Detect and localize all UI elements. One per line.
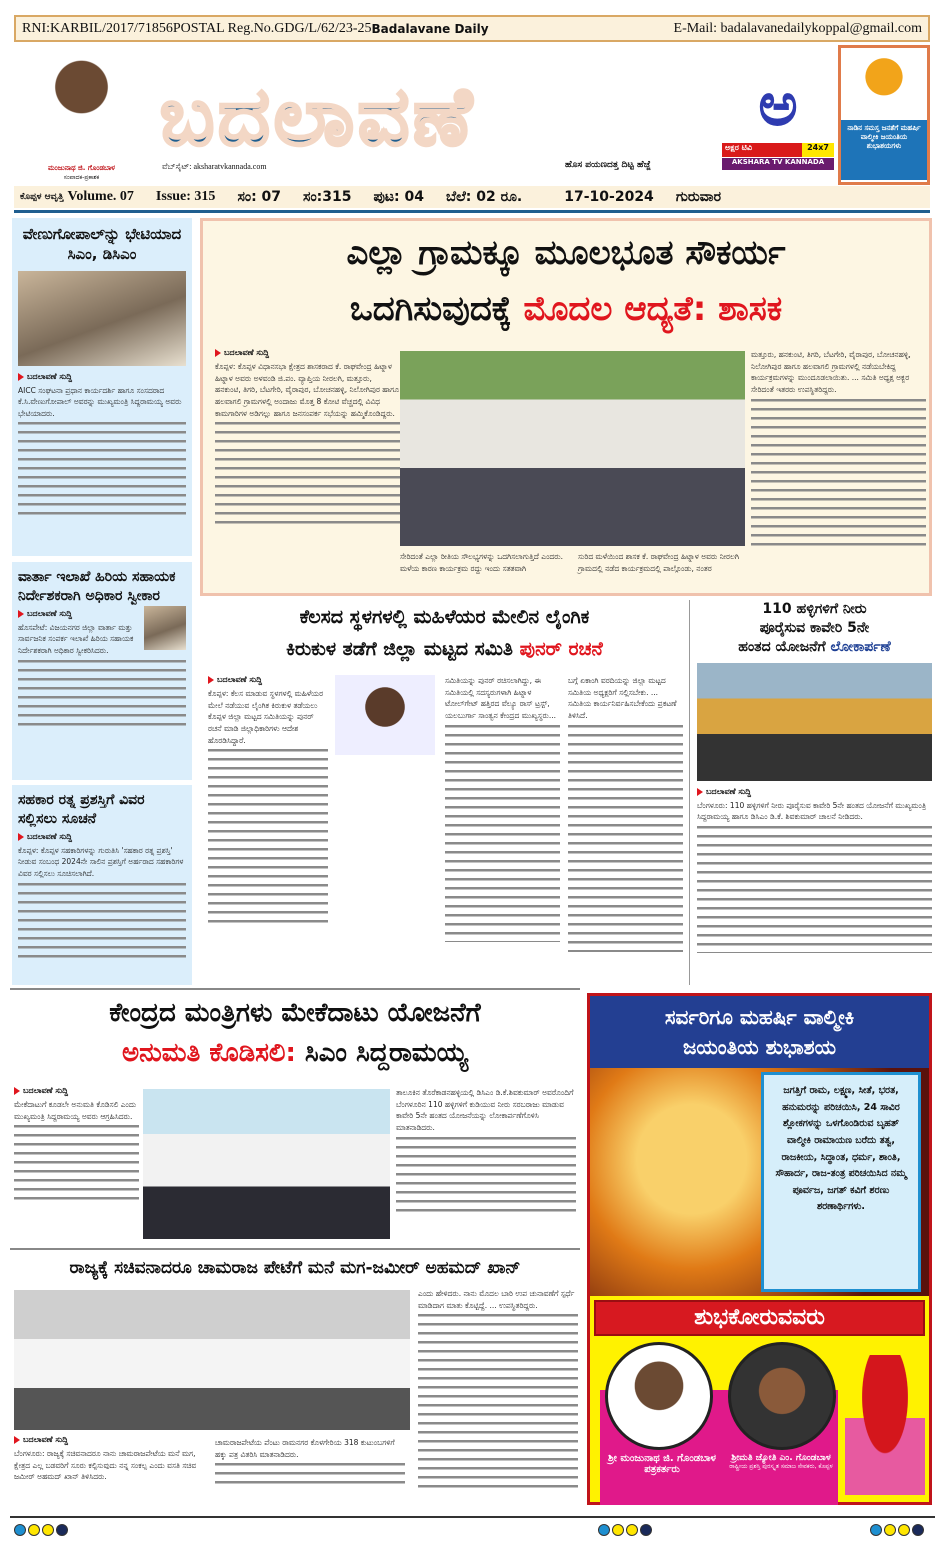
headline-part: ಕಿರುಕುಳ ತಡೆಗೆ ಜಿಲ್ಲಾ ಮಟ್ಟದ ಸಮಿತಿ [286, 638, 513, 660]
rose-bouquet-icon [845, 1355, 925, 1495]
body-text-lines [418, 1311, 578, 1491]
headline-highlight: ಪುನರ್ ರಚನೆ [519, 638, 603, 660]
body-text-lines [396, 1134, 576, 1214]
tv-name-kn: ಅಕ್ಷರ ಟಿವಿ [722, 143, 802, 157]
lead-headline-line2[interactable] [203, 281, 929, 337]
date: 17-10-2024 [564, 189, 654, 205]
body-text-lines [568, 722, 683, 952]
story-mekedatu [10, 993, 580, 1245]
lead-col1 [215, 345, 400, 529]
col2 [445, 675, 560, 942]
edition: ಕೊಪ್ಪಳ ಆವೃತ್ತಿ [20, 192, 64, 202]
official-photo [335, 675, 435, 755]
wisher2 [725, 1453, 837, 1471]
ad-wishers [590, 1340, 929, 1505]
ad-title [590, 996, 929, 1068]
kaveri-photo [697, 663, 932, 781]
headline-part: ಹಂತದ ಯೋಜನೆಗೆ [738, 638, 826, 655]
editor-photo [14, 45, 149, 165]
valmiki-jayanti-ad [587, 993, 932, 1505]
header-rule [14, 210, 930, 213]
story-varta [12, 562, 192, 780]
story-body: ಸಮಿತಿಯನ್ನು ಪುನರ್ ರಚಿಸಲಾಗಿದ್ದು, ಈ ಸಮಿತಿಯಲ್ಲಿ ಸದಸ್ಯರುಗಳಾಗಿ ಹಿಟ್ನಾಳ ಟೋಲ್‌ಗೇಟ್ ಹತ್ತಿರದ ವೆಲ್ಯೂ ರಾಸ್ ಟ್ರಸ್ಟ್, ಯಲಬುರ್ಗಾ ಸಾಂತ್ವನ ಕೇಂದ್ರದ ಮುಖ್ಯಸ್ಥರು... [445, 676, 556, 720]
story-body: ತಾಲೂಕಿನ ತೊರೆಕಾಡನಹಳ್ಳಿಯಲ್ಲಿ ಡಿಸಿಎಂ ಡಿ.ಕೆ.ಶಿವಕುಮಾರ್ ಅವರೊಂದಿಗೆ ಬೆಂಗಳೂರಿನ 110 ಹಳ್ಳಿಗಳಿಗೆ ಕುಡಿಯುವ ನೀರು ಸರಬರಾಜು ಮಾಡುವ ಕಾವೇರಿ 5ನೇ ಹಂತದ ಯೋಜನೆಯನ್ನು ಲೋಕಾರ್ಪಣೆಗೊಳಿಸಿ ಮಾತನಾಡಿದರು. [396, 1088, 574, 1132]
body-text-lines [208, 746, 328, 926]
col1 [208, 672, 328, 926]
ad-band [594, 1300, 925, 1336]
wisher2-role: ರಾಷ್ಟ್ರೀಯ ಪ್ರಶಸ್ತಿ ಪುರಸ್ಕೃತ ಸಮಾಜ ಸೇವಕರು, ಕೊಪ್ಪಳ [729, 1463, 833, 1470]
story-body: AICC ಸಂಘಟನಾ ಪ್ರಧಾನ ಕಾರ್ಯದರ್ಶಿ ಹಾಗೂ ಸಂಸದರಾದ ಕೆ.ಸಿ.ವೇಣುಗೋಪಾಲ್ ಅವರನ್ನು ಮುಖ್ಯಮಂತ್ರಿ ಸಿದ್ದರಾಮಯ್ಯ ಅವರು ಭೇಟಿಯಾದರು. [18, 385, 182, 418]
col2 [396, 1087, 576, 1214]
byline: ಬದಲಾವಣೆ ಸುದ್ದಿ [208, 675, 328, 685]
byline: ಬದಲಾವಣೆ ಸುದ್ದಿ [18, 609, 140, 619]
divider [10, 988, 580, 990]
wisher1-role: ಪತ್ರಕರ್ತರು [644, 1464, 680, 1475]
paper-name-en: Badalavane Daily [371, 21, 489, 36]
headline-highlight: ಲೋಕಾರ್ಪಣೆ [830, 638, 891, 655]
headline-line2[interactable] [10, 1033, 580, 1073]
ad-title-line2: ಜಯಂತಿಯ ಶುಭಾಶಯ [682, 1035, 837, 1059]
byline: ಬದಲಾವಣೆ ಸುದ್ದಿ [215, 348, 400, 358]
lead-headline-line1[interactable]: ಎಲ್ಲಾ ಗ್ರಾಮಕ್ಕೂ ಮೂಲಭೂತ ಸೌಕರ್ಯ [346, 233, 786, 273]
valmiki-image [590, 1068, 929, 1296]
story-sahakara [12, 785, 192, 985]
col1 [14, 1083, 139, 1202]
headline-line2[interactable] [200, 634, 689, 664]
headline-part: ಒದಗಿಸುವುದಕ್ಕೆ [349, 289, 512, 329]
body-text-lines [18, 880, 186, 960]
body-text-lines [18, 419, 186, 519]
mekedatu-photo [143, 1089, 390, 1239]
lead-photo [400, 351, 745, 546]
story-body: ಮೇಕೆದಾಟುಗೆ ಕೂಡಲೇ ಅನುಮತಿ ಕೊಡಿಸಲಿ ಎಂದು ಮುಖ್ಯಮಂತ್ರಿ ಸಿದ್ದರಾಮಯ್ಯ ಅವರು ಆಗ್ರಹಿಸಿದರು. [14, 1100, 137, 1121]
story-kaveri [697, 600, 932, 985]
samputa: ಸಂ: 07 [237, 189, 282, 205]
story-body: ಎಂದು ಹೇಳಿದರು. ನಾನು ಮೊದಲ ಬಾರಿ ಉಪ ಚುನಾವಣೆಗೆ ಸ್ಪರ್ಧೆ ಮಾಡಿದಾಗ ಮಾತು ಕೊಟ್ಟಿದ್ದೆ. ... ಉಪಸ್ಥಿತರಿದ್ದರು. [418, 1289, 575, 1310]
ad-band-text: ಶುಭಕೋರುವವರು [694, 1305, 825, 1330]
body-text-lines [445, 722, 560, 942]
col1 [14, 1432, 204, 1483]
body-text-lines [14, 1122, 139, 1202]
rni-number: RNI:KARBIL/2017/71856 [22, 20, 173, 36]
body-text-lines [215, 419, 400, 529]
footer-rule [10, 1516, 935, 1518]
story-body: ಹೊಸಪೇಟೆ: ವಿಜಯನಗರ ಜಿಲ್ಲಾ ವಾರ್ತಾ ಮತ್ತು ಸಾರ್ವಜನಿಕ ಸಂಪರ್ಕ ಇಲಾಖೆ ಹಿರಿಯ ಸಹಾಯಕ ನಿರ್ದೇಶಕರಾಗಿ ಅಧಿಕಾರ ಸ್ವೀಕರಿಸಿದರು. [18, 622, 134, 656]
body-text-lines [18, 657, 186, 727]
tv-badge: 24x7 [802, 143, 834, 157]
volume: Volume. 07 [67, 189, 134, 204]
footer-dots-left [14, 1521, 70, 1540]
masthead-logo: ಬದಲಾವಣೆ [160, 70, 476, 163]
editor-name: ಮಂಜುನಾಥ ಜಿ. ಗೊಂಡಬಾಳ [48, 164, 115, 172]
zameer-photo [14, 1290, 410, 1430]
body-text-lines [751, 396, 926, 546]
story-harassment [200, 600, 690, 985]
story-body: ಬಗ್ಗೆ ಏಕಾಂಗಿ ವರದಿಯನ್ನು ಜಿಲ್ಲಾ ಮಟ್ಟದ ಸಮಿತಿಯ ಅಧ್ಯಕ್ಷರಿಗೆ ಸಲ್ಲಿಸಬೇಕು. ... ಸಮಿತಿಯ ಕಾರ್ಯನಿರ್ವಹಿಸಬೇಕೆಂದು ಪ್ರಕಟಣೆ ತಿಳಿಸಿದೆ. [568, 676, 677, 720]
lead-story [200, 218, 932, 596]
tv-name-en: AKSHARA TV KANNADA [722, 158, 834, 170]
divider [10, 1248, 580, 1250]
byline: ಬದಲಾವಣೆ ಸುದ್ದಿ [697, 787, 932, 797]
headline-line2[interactable]: ಪೂರೈಸುವ ಕಾವೇರಿ 5ನೇ [759, 619, 870, 636]
byline: ಬದಲಾವಣೆ ಸುದ್ದಿ [18, 832, 186, 842]
body-text-lines [215, 1460, 405, 1490]
issue: Issue: 315 [155, 189, 216, 204]
story-body: ಕೊಪ್ಪಳ: ಕೆಲಸ ಮಾಡುವ ಸ್ಥಳಗಳಲ್ಲಿ ಮಹಿಳೆಯರ ಮೇಲೆ ನಡೆಯುವ ಲೈಂಗಿಕ ಕಿರುಕುಳ ತಡೆಯಲು ಕೊಪ್ಪಳ ಜಿಲ್ಲಾ ಮಟ್ಟದ ಸಮಿತಿಯನ್ನು ಪುನರ್ ರಚನೆ ಮಾಡಿ ಜಿಲ್ಲಾಧಿಕಾರಿಗಳು ಆದೇಶ ಹೊರಡಿಸಿದ್ದಾರೆ. [208, 689, 324, 745]
lead-col3: ಸೇರಿದಂತೆ ಎಲ್ಲಾ ರೀತಿಯ ಸೌಲಭ್ಯಗಳನ್ನು ಒದಗಿಸಲಾಗುತ್ತಿದೆ ಎಂದರು. ಮಳೆಯ ಕಾರಣ ಕಾರ್ಯಕ್ರಮ ರದ್ದು ಇಂದು ಸತತವಾಗಿ [400, 552, 563, 573]
corner-ad-text: ನಾಡಿನ ಸಮಸ್ತ ಜನತೆಗೆ ಮಹರ್ಷಿ ವಾಲ್ಮೀಕಿ ಜಯಂತಿಯ ಶುಭಾಶಯಗಳು [841, 120, 927, 180]
headline[interactable]: ವೇಣುಗೋಪಾಲ್‌ನ್ನು ಭೇಟಿಯಾದ ಸಿಎಂ, ಡಿಸಿಎಂ [22, 225, 182, 264]
tv-logo-icon: ಅ [758, 70, 798, 140]
wisher1-name: ಶ್ರೀ ಮಂಜುನಾಥ ಜಿ. ಗೊಂಡಬಾಳ [608, 1453, 716, 1464]
headline-part: ಸಿಎಂ ಸಿದ್ದರಾಮಯ್ಯ [304, 1038, 469, 1068]
byline: ಬದಲಾವಣೆ ಸುದ್ದಿ [18, 372, 186, 382]
headline-highlight: ಮೊದಲ ಆದ್ಯತೆ: ಶಾಸಕ [523, 289, 783, 329]
col3 [418, 1288, 578, 1491]
byline: ಬದಲಾವಣೆ ಸುದ್ದಿ [14, 1435, 204, 1445]
pages: ಪುಟ: 04 [373, 189, 424, 205]
weekday: ಗುರುವಾರ [675, 189, 722, 205]
wisher2-photo [728, 1342, 836, 1450]
headline[interactable]: ರಾಜ್ಯಕ್ಕೆ ಸಚಿವನಾದರೂ ಚಾಮರಾಜ ಪೇಟೆಗೆ ಮನೆ ಮಗ-ಜಮೀರ್ ಅಹಮದ್ ಖಾನ್ [69, 1258, 521, 1278]
story-venugopal [12, 218, 192, 556]
email: E-Mail: badalavanedailykoppal@gmail.com [673, 20, 922, 36]
footer-dots-mid [598, 1521, 654, 1540]
story-body: ಬೆಂಗಳೂರು: ರಾಜ್ಯಕ್ಕೆ ಸಚಿವನಾದರೂ ನಾನು ಚಾಮರಾಜಪೇಟೆಯ ಮನೆ ಮಗ, ಕ್ಷೇತ್ರದ ಎಲ್ಲ ಬಡವರಿಗೆ ಸೂರು ಕಲ್ಪಿಸುವುದು ನನ್ನ ಸಂಕಲ್ಪ ಎಂದು ವಸತಿ ಸಚಿವ ಜಮೀರ್ ಅಹಮದ್ ಖಾನ್ ತಿಳಿಸಿದರು. [14, 1449, 197, 1482]
story-body: ಬೆಂಗಳೂರು: 110 ಹಳ್ಳಿಗಳಿಗೆ ನೀರು ಪೂರೈಸುವ ಕಾವೇರಿ 5ನೇ ಹಂತದ ಯೋಜನೆಗೆ ಮುಖ್ಯಮಂತ್ರಿ ಸಿದ್ದರಾಮಯ್ಯ ಹಾಗೂ ಡಿಸಿಎಂ ಡಿ.ಕೆ. ಶಿವಕುಮಾರ್ ಚಾಲನೆ ನೀಡಿದರು. [697, 800, 927, 822]
top-info-bar [14, 15, 930, 42]
story-photo [18, 271, 186, 366]
valmiki-image [841, 48, 927, 120]
lead-col5 [751, 349, 926, 546]
headline[interactable]: ವಾರ್ತಾ ಇಲಾಖೆ ಹಿರಿಯ ಸಹಾಯಕ ನಿರ್ದೇಶಕರಾಗಿ ಅಧಿಕಾರ ಸ್ವೀಕಾರ [18, 569, 176, 604]
price: ಬೆಲೆ: 02 ರೂ. [446, 189, 523, 205]
story-body: ಚಾಮರಾಜಪೇಟೆಯ ಪೆಂಟು ರಾಮನಗರ ಕೊಳಗೇರಿಯ 318 ಕುಟುಂಬಗಳಿಗೆ ಹಕ್ಕು ಪತ್ರ ವಿತರಿಸಿ ಮಾತನಾಡಿದರು. [215, 1438, 395, 1459]
byline: ಬದಲಾವಣೆ ಸುದ್ದಿ [14, 1086, 139, 1096]
website: ವೆಬ್‌ಸೈಟ್: aksharatvkannada.com [162, 162, 267, 171]
footer-dots-right [870, 1521, 926, 1540]
story-body: ಕೊಪ್ಪಳ: ಕೊಪ್ಪಳ ವಿಧಾನಸಭಾ ಕ್ಷೇತ್ರದ ಶಾಸಕರಾದ ಕೆ. ರಾಘವೇಂದ್ರ ಹಿಟ್ನಾಳ ಹಿಟ್ನಾಳ ಅವರು ಅಳವಂಡಿ ಜಿ.ಪಂ. ವ್ಯಾಪ್ತಿಯ ನೀರಲಗಿ, ಮತ್ತೂರು, ಹನಕುಂಟಿ, ತಿಗರಿ, ಬೆಟಗೇರಿ, ವೈರಾಪುರ, ಬೋಚನಹಳ್ಳಿ, ನಿಲೋಗಿಪುರ ಹಾಗೂ ಹಲವಾಗಲಿ ಗ್ರಾಮಗಳಲ್ಲಿ ಅಂದಾಜು ಮೊತ್ತ 8 ಕೋಟಿ ವೆಚ್ಚದಲ್ಲಿ ವಿವಿಧ ಕಾಮಗಾರಿಗಳ ಅಡಿಗಲ್ಲು ಹಾಗೂ ಜನಸಂಪರ್ಕ ಸಭೆಯನ್ನು ಹಮ್ಮಿಕೊಂಡಿದ್ದರು. [215, 362, 399, 418]
corner-ad [838, 45, 930, 185]
wisher1 [602, 1453, 722, 1475]
editor-role: ಸಂಪಾದಕ-ಪ್ರಕಾಶಕ [63, 174, 100, 181]
headline-highlight: ಅನುಮತಿ ಕೊಡಿಸಲಿ: [121, 1038, 296, 1068]
headline-line1[interactable]: ಕೇಂದ್ರದ ಮಂತ್ರಿಗಳು ಮೇಕೆದಾಟು ಯೋಜನೆಗೆ [109, 998, 481, 1028]
body-text-lines [697, 823, 932, 953]
story-body: ಕೊಪ್ಪಳ: ಕೊಪ್ಪಳ ಸಹಕಾರಿಗಳನ್ನು ಗುರುತಿಸಿ 'ಸಹಕಾರ ರತ್ನ ಪ್ರಶಸ್ತಿ' ನೀಡುವ ಸಂಬಂಧ 2024ನೇ ಸಾಲಿನ ಪ್ರಶಸ್ತಿಗೆ ಅರ್ಹರಾದ ಸಹಕಾರಿಗಳ ವಿವರ ಸಲ್ಲಿಸಲು ಸೂಚಿಸಲಾಗಿದೆ. [18, 845, 184, 879]
headline[interactable]: ಸಹಕಾರ ರತ್ನ ಪ್ರಶಸ್ತಿಗೆ ವಿವರ ಸಲ್ಲಿಸಲು ಸೂಚನೆ [18, 792, 145, 827]
officer-photo [144, 606, 186, 650]
lead-col4: ಸುರಿದ ಮಳೆಯಿಂದ ಶಾಸಕ ಕೆ. ರಾಘವೇಂದ್ರ ಹಿಟ್ನಾಳ ಅವರು ನೀರಲಗಿ ಗ್ರಾಮದಲ್ಲಿ ನಡೆದ ಕಾರ್ಯಕ್ರಮದಲ್ಲಿ ಪಾಲ್ಗೊಂಡು, ನಂತರ [578, 552, 739, 573]
issue-info-strip [14, 186, 930, 208]
sanchike: ಸಂ:315 [303, 189, 352, 205]
headline-line1[interactable]: 110 ಹಳ್ಳಿಗಳಿಗೆ ನೀರು [762, 601, 867, 617]
postal-reg: POSTAL Reg.No.GDG/L/62/23-25 [172, 20, 372, 36]
story-body: ಮತ್ತೂರು, ಹನಕುಂಟಿ, ತಿಗರಿ, ಬೆಟಗೇರಿ, ವೈರಾಪುರ, ಬೋಚನಹಳ್ಳಿ, ನಿಲೋಗಿಪುರ ಹಾಗೂ ಹಲವಾಗಲಿ ಗ್ರಾಮಗಳಲ್ಲಿ ನಡೆಯಬೇಕಿದ್ದ ಕಾರ್ಯಕ್ರಮಗಳನ್ನು ಮುಂದೂಡಲಾಯಿತು. ... ಸಮಿತಿ ಅಧ್ಯಕ್ಷ ಅಕ್ಬರ ಸೇರಿದಂತೆ ಇತರರು ಉಪಸ್ಥಿತರಿದ್ದರು. [751, 350, 911, 394]
headline-line1[interactable]: ಕೆಲಸದ ಸ್ಥಳಗಳಲ್ಲಿ ಮಹಿಳೆಯರ ಮೇಲಿನ ಲೈಂಗಿಕ [299, 606, 590, 628]
col2 [215, 1437, 405, 1490]
story-zameer [10, 1252, 580, 1517]
ad-title-line1: ಸರ್ವರಿಗೂ ಮಹರ್ಷಿ ವಾಲ್ಮೀಕಿ [664, 1005, 855, 1029]
wisher1-photo [605, 1342, 713, 1450]
ad-message: ಜಗತ್ತಿಗೆ ರಾಮ, ಲಕ್ಷ್ಮಣ, ಸೀತೆ, ಭರತ, ಹನುಮರನ್ನು ಪರಿಚಯಿಸಿ, 24 ಸಾವಿರ ಶ್ಲೋಕಗಳನ್ನು ಒಳಗೊಂಡಿರುವ ಬೃಹತ್ ವಾಲ್ಮೀಕಿ ರಾಮಾಯಣ ಬರೆದು ತತ್ವ, ರಾಜಕೀಯ, ಸಿದ್ಧಾಂತ, ಧರ್ಮ, ಶಾಂತಿ, ಸೌಹಾರ್ದ, ರಾಜ-ತಂತ್ರ ಪರಿಚಯಿಸಿದ ನಮ್ಮ ಪೂರ್ವಜ, ಜಗತ್ ಕವಿಗೆ ಶರಣು ಶರಣಾರ್ಥಿಗಳು. [761, 1072, 921, 1292]
tagline: ಹೊಸ ಪಯಣದತ್ತ ದಿಟ್ಟ ಹೆಜ್ಜೆ [565, 160, 651, 170]
wisher2-name: ಶ್ರೀಮತಿ ಜ್ಯೋತಿ ಎಂ. ಗೊಂಡಬಾಳ [731, 1453, 831, 1463]
col3 [568, 675, 683, 952]
headline-line3[interactable] [697, 638, 932, 657]
